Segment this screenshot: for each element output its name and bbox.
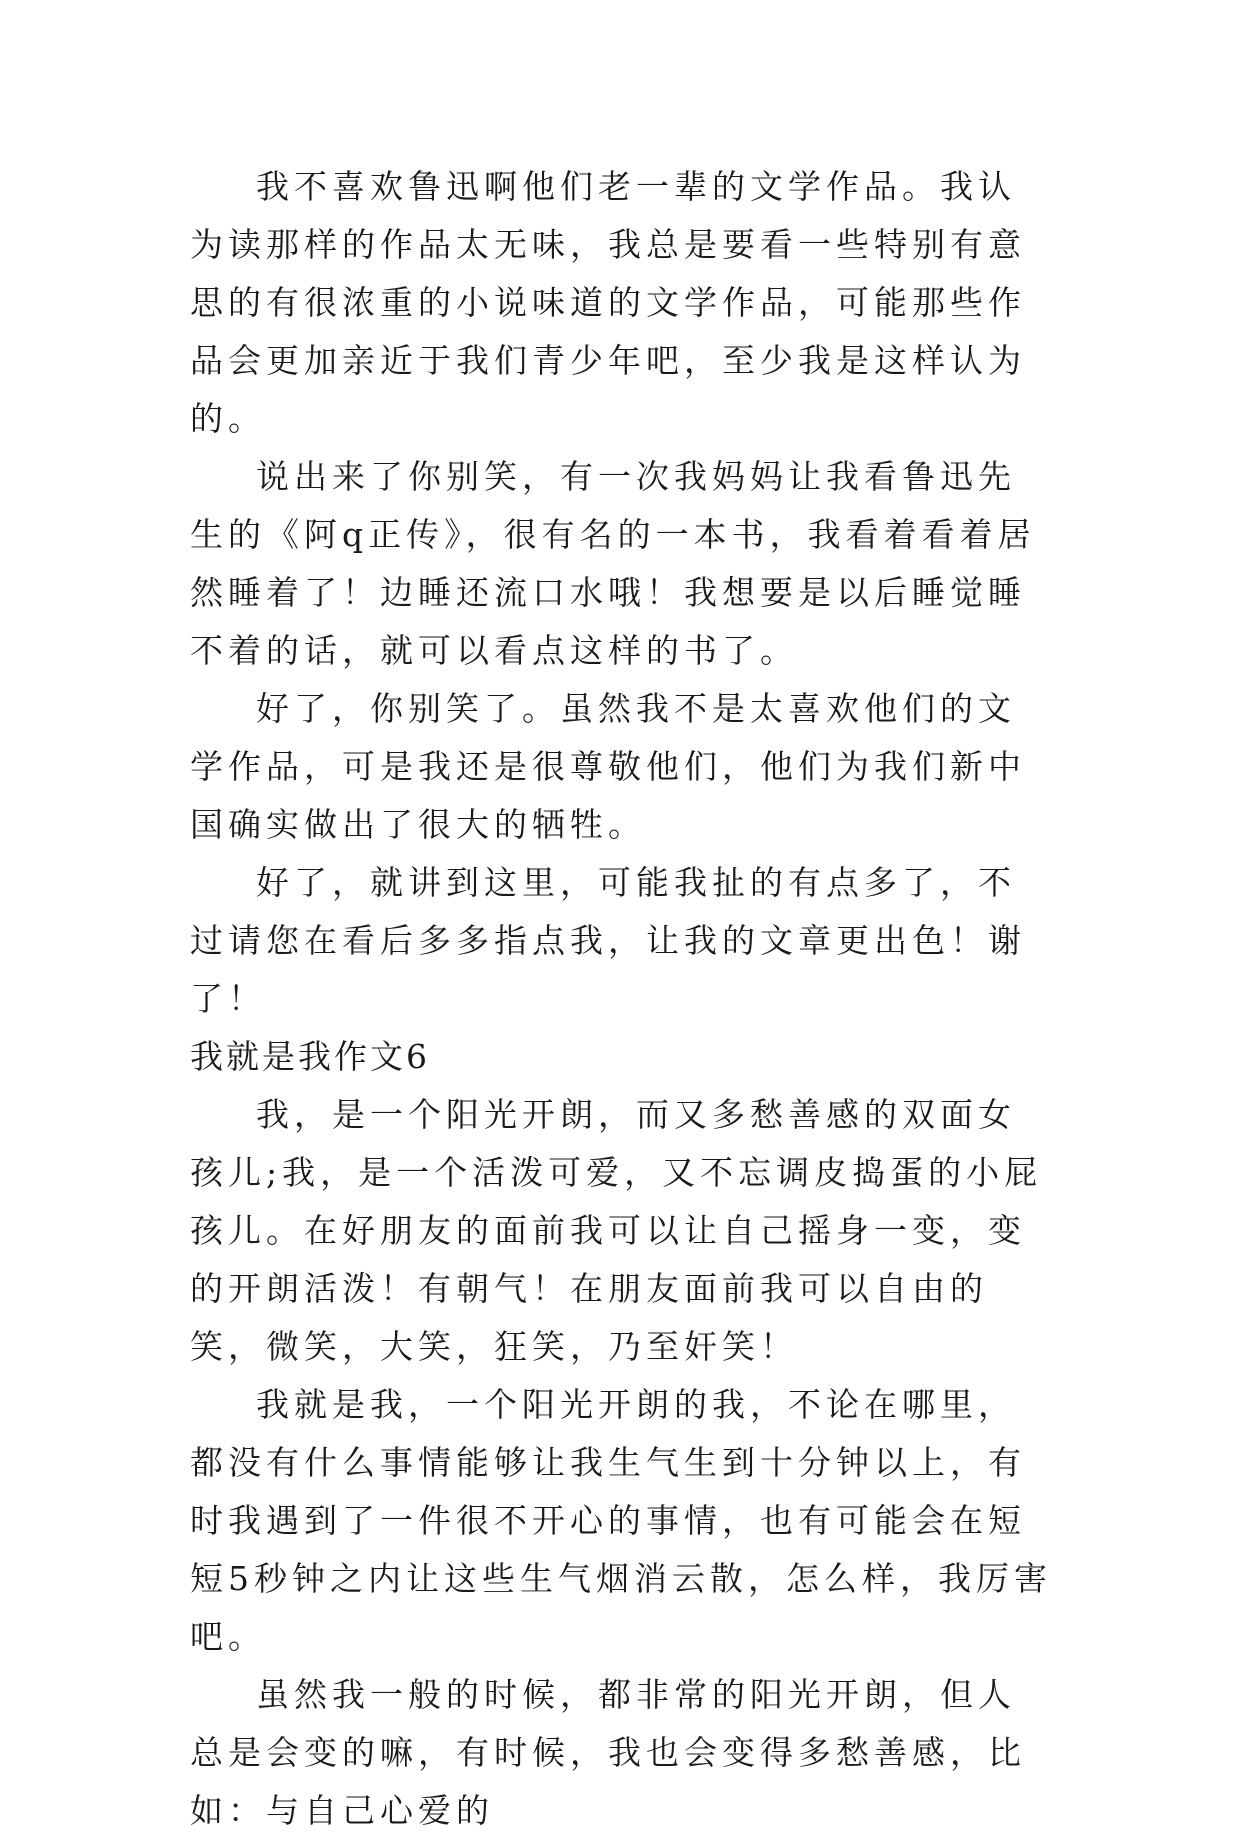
paragraph: 虽然我一般的时候，都非常的阳光开朗，但人总是会变的嘛，有时候，我也会变得多愁善感，比如：与自己心爱的 [190,1675,1026,1830]
paragraph: 好了，你别笑了。虽然我不是太喜欢他们的文学作品，可是我还是很尊敬他们，他们为我们新中国确实做出了很大的牺牲。 [190,689,1026,844]
paragraph: 好了，就讲到这里，可能我扯的有点多了，不过请您在看后多多指点我，让我的文章更出色！谢了！ [190,863,1026,1018]
document-body [190,158,1052,1840]
essay-heading: 我就是我作文6 [190,1037,430,1076]
paragraph: 我就是我，一个阳光开朗的我，不论在哪里，都没有什么事情能够让我生气生到十分钟以上，有时我遇到了一件很不开心的事情，也有可能会在短短5秒钟之内让这些生气烟消云散，怎么样，我厉害吧。 [190,1385,1052,1656]
paragraph: 我不喜欢鲁迅啊他们老一辈的文学作品。我认为读那样的作品太无味，我总是要看一些特别有意思的有很浓重的小说味道的文学作品，可能那些作品会更加亲近于我们青少年吧，至少我是这样认为的。 [190,167,1026,438]
paragraph: 说出来了你别笑，有一次我妈妈让我看鲁迅先生的《阿q正传》，很有名的一本书，我看着看着居然睡着了！边睡还流口水哦！我想要是以后睡觉睡不着的话，就可以看点这样的书了。 [190,457,1036,670]
paragraph: 我，是一个阳光开朗，而又多愁善感的双面女孩儿;我，是一个活泼可爱，又不忘调皮捣蛋的小屁孩儿。在好朋友的面前我可以让自己摇身一变，变的开朗活泼！有朝气！在朋友面前我可以自由的笑，微笑，大笑，狂笑，乃至奸笑！ [190,1095,1043,1366]
